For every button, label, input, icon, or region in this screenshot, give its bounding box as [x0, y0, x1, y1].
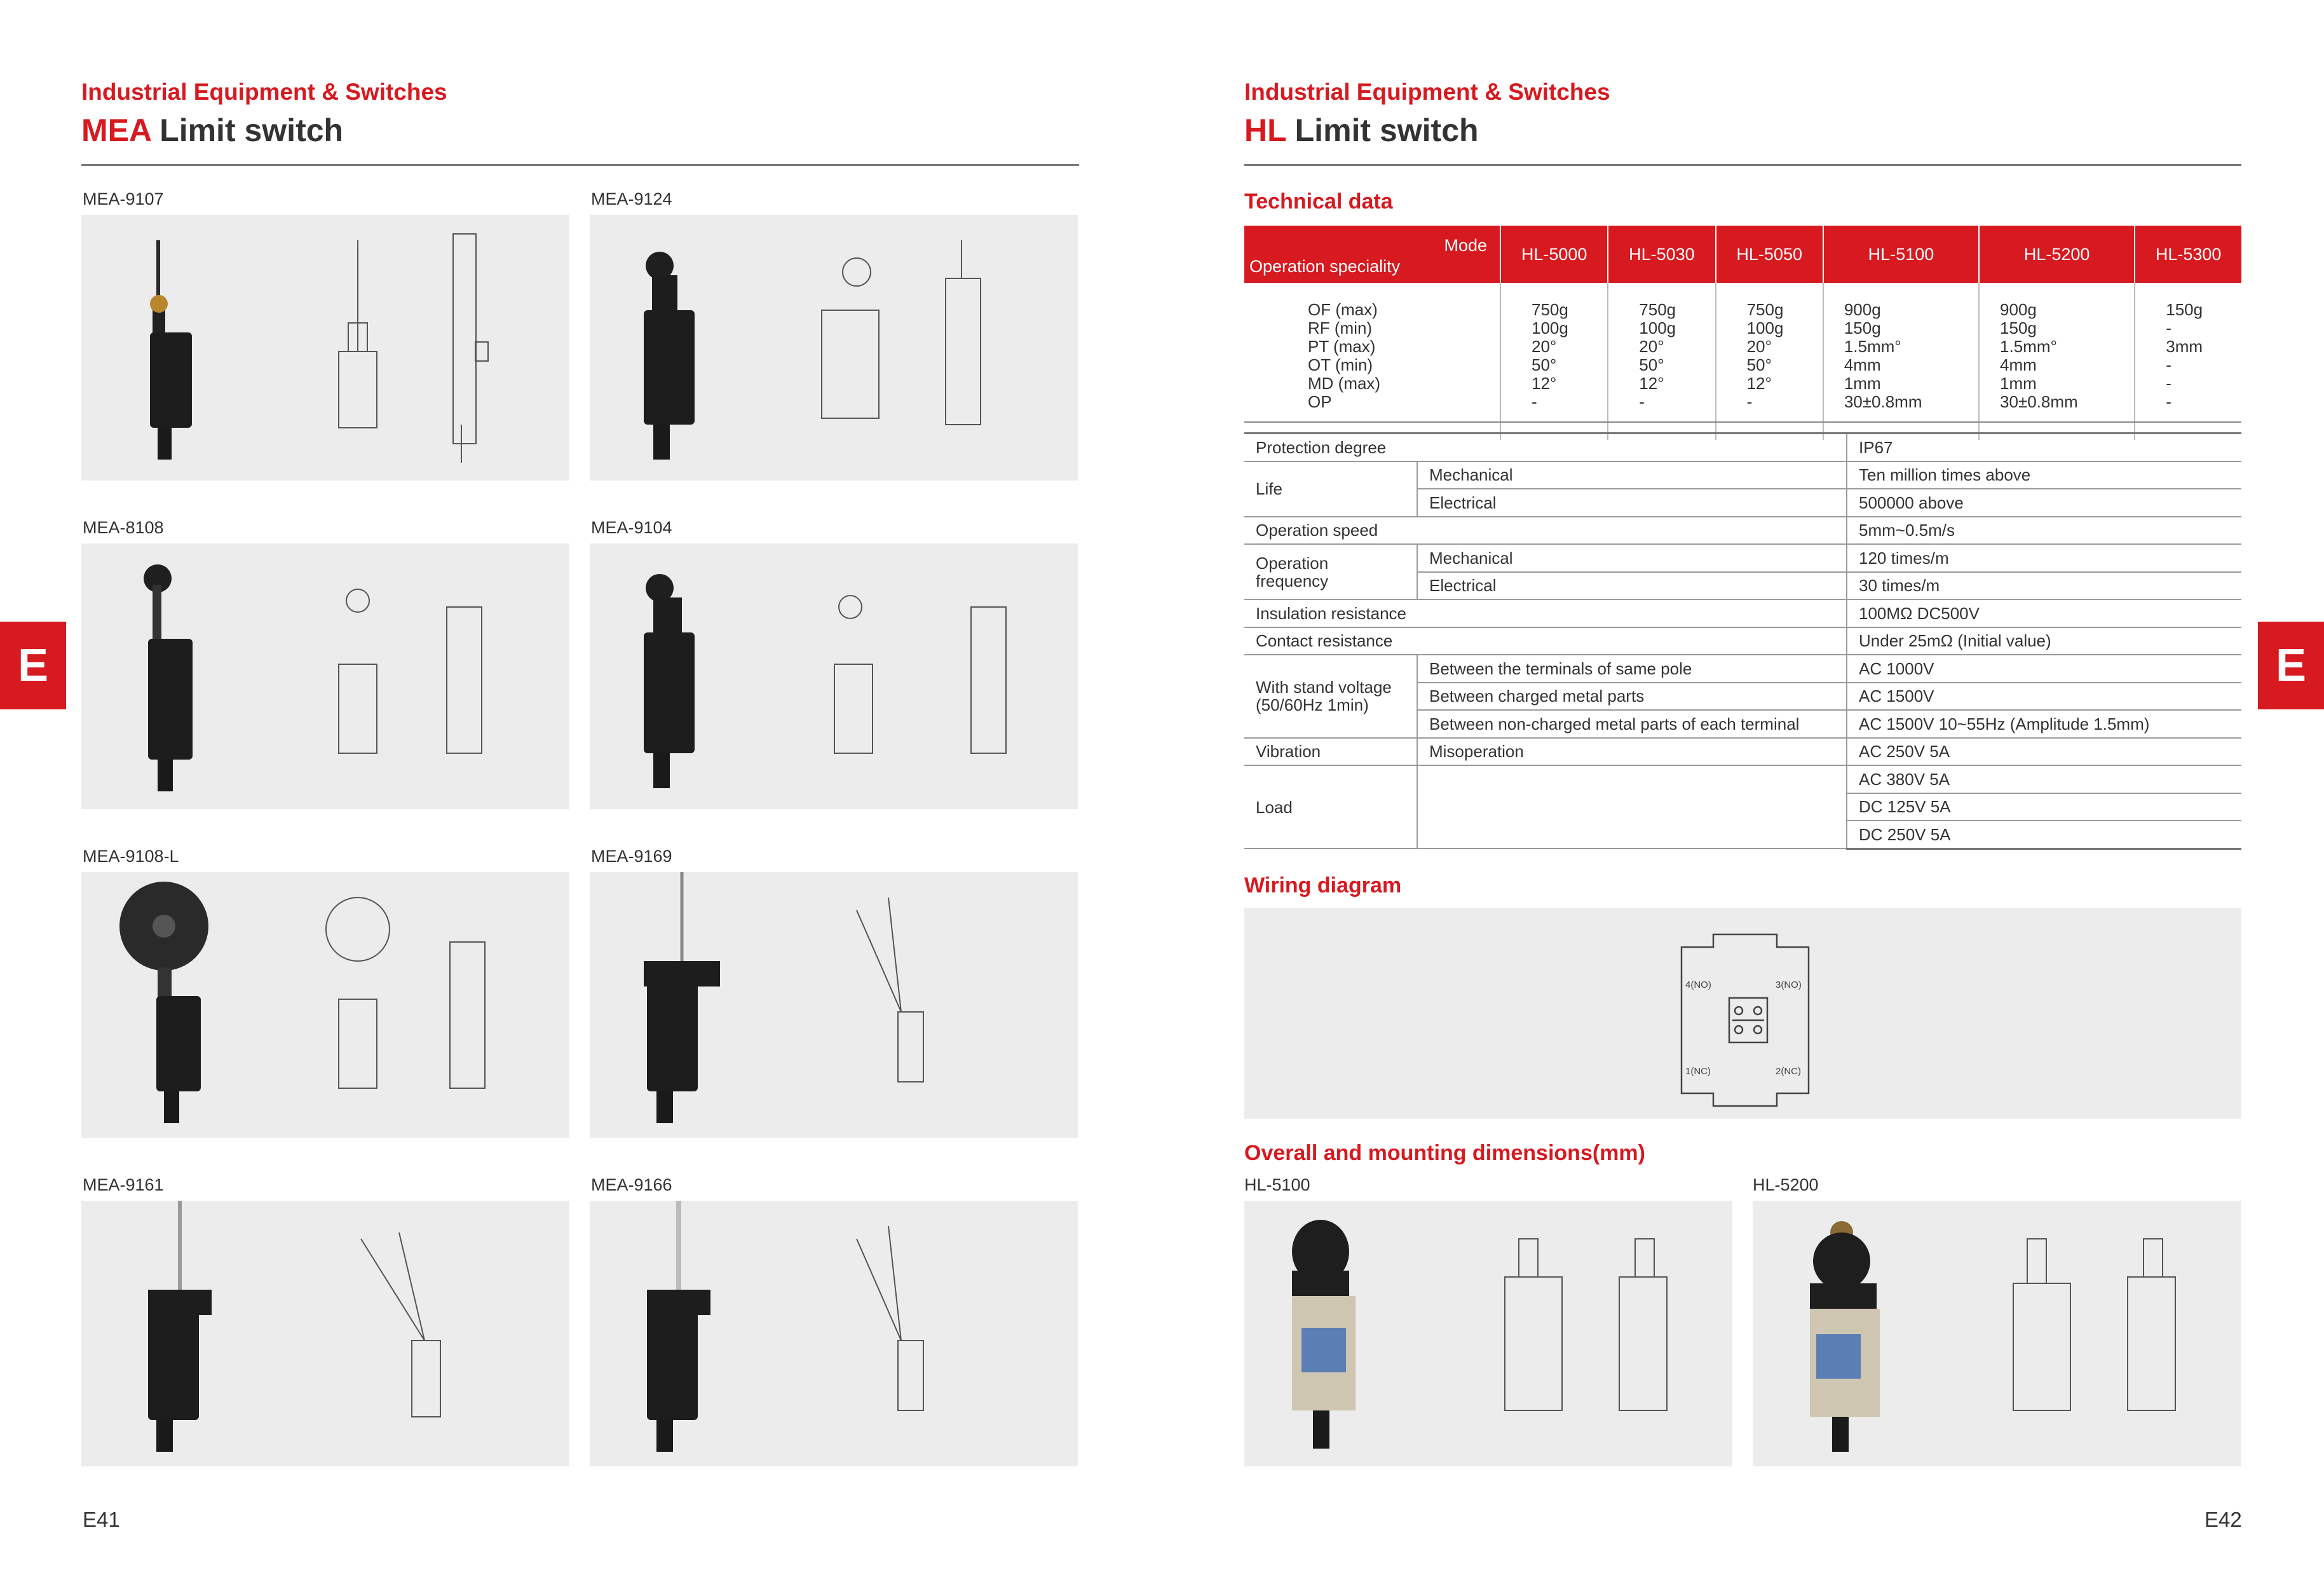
spec-label	[1244, 544, 1417, 599]
spec-sublabel: Mechanical	[1417, 461, 1847, 489]
value: 12°	[1532, 374, 1557, 393]
product-label-mea-9169: MEA-9169	[591, 847, 672, 866]
value: 4mm	[2000, 355, 2037, 374]
spec-sublabel: Between the terminals of same pole	[1417, 655, 1847, 683]
mode-speciality-header	[1244, 226, 1500, 283]
value: 50°	[1639, 355, 1664, 374]
dimension-panel-hl-5100	[1244, 1201, 1732, 1466]
right-page-number: E42	[2205, 1508, 2242, 1531]
value: -	[1532, 392, 1537, 411]
values-hl-5030	[1608, 283, 1715, 440]
value: 1mm	[2000, 374, 2037, 393]
product-label-mea-9124: MEA-9124	[591, 189, 672, 208]
value: 3mm	[2166, 337, 2203, 356]
value: 12°	[1639, 374, 1664, 393]
value: 750g	[1639, 300, 1676, 319]
spec-sublabel: Between non-charged metal parts of each terminal	[1417, 710, 1847, 738]
wiring-diagram-panel	[1244, 908, 2241, 1119]
spec-label: Protection degree	[1244, 434, 1847, 461]
left-title-rest: Limit switch	[151, 113, 344, 148]
param-name: OF (max)	[1308, 300, 1378, 319]
spec-label-line: (50/60Hz 1min)	[1256, 695, 1369, 715]
wiring-label-3-no: 3(NO)	[1776, 980, 1802, 990]
spec-sublabel: Mechanical	[1417, 544, 1847, 572]
spec-value: 30 times/m	[1847, 572, 2241, 600]
product-label-mea-9108-l: MEA-9108-L	[83, 847, 179, 866]
spec-label-line: Operation	[1256, 553, 1329, 573]
wiring-diagram-heading: Wiring diagram	[1244, 873, 1402, 898]
value: 20°	[1746, 337, 1772, 356]
hl-5100-illustration	[1244, 1201, 1732, 1466]
value: -	[2166, 392, 2171, 411]
param-name: MD (max)	[1308, 374, 1381, 393]
param-names-cell	[1244, 283, 1500, 440]
value: 1.5mm°	[2000, 337, 2057, 356]
dimension-model-hl-5200: HL-5200	[1753, 1175, 1819, 1194]
model-header: HL-5100	[1823, 226, 1979, 283]
right-category: Industrial Equipment & Switches	[1244, 79, 1610, 105]
values-hl-5100	[1823, 283, 1979, 440]
value: 150g	[1844, 318, 1881, 338]
left-title-accent: MEA	[81, 113, 151, 148]
model-header: HL-5300	[2135, 226, 2241, 283]
technical-data-body-row	[1244, 283, 2241, 440]
spec-value: Under 25mΩ (Initial value)	[1847, 627, 2241, 655]
value: 750g	[1746, 300, 1784, 319]
technical-data-table	[1244, 226, 2241, 440]
spec-label: Life	[1244, 461, 1417, 517]
spec-value: AC 250V 5A	[1847, 738, 2241, 766]
right-title-rest: Limit switch	[1286, 113, 1479, 148]
spec-label	[1244, 655, 1417, 738]
spec-row	[1244, 599, 2241, 627]
value: -	[2166, 318, 2171, 338]
spec-label: Vibration	[1244, 738, 1417, 766]
spec-value: AC 1500V 10~55Hz (Amplitude 1.5mm)	[1847, 710, 2241, 738]
value: -	[1639, 392, 1645, 411]
model-header: HL-5050	[1716, 226, 1823, 283]
product-label-mea-9161: MEA-9161	[83, 1175, 164, 1194]
right-header-rule	[1244, 164, 2241, 166]
spec-value: Ten million times above	[1847, 461, 2241, 489]
spec-value: AC 1500V	[1847, 683, 2241, 711]
spec-value: 100MΩ DC500V	[1847, 599, 2241, 627]
spec-row	[1244, 655, 2241, 683]
technical-data-header-row	[1244, 226, 2241, 283]
spec-sublabel-empty	[1417, 765, 1847, 849]
spec-row	[1244, 434, 2241, 461]
spec-row	[1244, 627, 2241, 655]
spec-sublabel: Misoperation	[1417, 738, 1847, 766]
technical-data-bottom-rule	[1244, 421, 2241, 423]
value: 4mm	[1844, 355, 1881, 374]
spec-label-line: With stand voltage	[1256, 678, 1392, 697]
value: -	[2166, 374, 2171, 393]
param-name: PT (max)	[1308, 337, 1376, 356]
model-header: HL-5000	[1500, 226, 1608, 283]
value: -	[1746, 392, 1753, 411]
spec-value: AC 1000V	[1847, 655, 2241, 683]
value: 900g	[1844, 300, 1881, 319]
value: 50°	[1746, 355, 1772, 374]
wiring-diagram-illustration	[1669, 922, 1821, 1112]
dimension-model-hl-5100: HL-5100	[1244, 1175, 1310, 1194]
value: -	[2166, 355, 2171, 374]
specification-table	[1244, 432, 2241, 850]
spec-label-line: frequency	[1256, 571, 1329, 591]
technical-data-heading: Technical data	[1244, 189, 1393, 214]
wiring-label-1-nc: 1(NC)	[1685, 1066, 1711, 1077]
value: 30±0.8mm	[1844, 392, 1922, 411]
wiring-label-4-no: 4(NO)	[1685, 980, 1711, 990]
product-label-mea-9107: MEA-9107	[83, 189, 164, 208]
spec-row	[1244, 461, 2241, 489]
value: 100g	[1532, 318, 1568, 338]
value: 100g	[1746, 318, 1784, 338]
product-label-mea-9104: MEA-9104	[591, 518, 672, 537]
dimension-panel-hl-5200	[1753, 1201, 2241, 1466]
values-hl-5000	[1500, 283, 1608, 440]
value: 1.5mm°	[1844, 337, 1901, 356]
spec-value: IP67	[1847, 434, 2241, 461]
values-hl-5050	[1716, 283, 1823, 440]
value: 150g	[2166, 300, 2203, 319]
values-hl-5200	[1979, 283, 2135, 440]
mode-label: Mode	[1444, 236, 1487, 255]
param-name: RF (min)	[1308, 318, 1373, 338]
value: 750g	[1532, 300, 1568, 319]
model-header: HL-5030	[1608, 226, 1715, 283]
product-label-mea-8108: MEA-8108	[83, 518, 164, 537]
right-side-tab: E	[2258, 622, 2324, 709]
spec-row	[1244, 517, 2241, 545]
wiring-label-2-nc: 2(NC)	[1776, 1066, 1801, 1077]
left-category: Industrial Equipment & Switches	[81, 79, 447, 105]
param-name: OP	[1308, 392, 1332, 411]
spec-label: Contact resistance	[1244, 627, 1847, 655]
value: 150g	[2000, 318, 2037, 338]
spec-label: Load	[1244, 765, 1417, 849]
spec-row	[1244, 765, 2241, 793]
value: 30±0.8mm	[2000, 392, 2078, 411]
spec-sublabel: Electrical	[1417, 572, 1847, 600]
param-name: OT (min)	[1308, 355, 1373, 374]
value: 1mm	[1844, 374, 1881, 393]
value: 100g	[1639, 318, 1676, 338]
value: 50°	[1532, 355, 1557, 374]
spec-value: DC 125V 5A	[1847, 793, 2241, 821]
spec-value: 5mm~0.5m/s	[1847, 517, 2241, 545]
right-title-accent: HL	[1244, 113, 1286, 148]
values-hl-5300	[2135, 283, 2241, 440]
right-page-title	[1244, 112, 1479, 149]
spec-label: Insulation resistance	[1244, 599, 1847, 627]
spec-value: DC 250V 5A	[1847, 821, 2241, 849]
hl-5200-illustration	[1753, 1201, 2241, 1466]
spec-sublabel: Between charged metal parts	[1417, 683, 1847, 711]
speciality-label: Operation speciality	[1249, 257, 1401, 276]
spec-value: 500000 above	[1847, 489, 2241, 517]
spec-value: AC 380V 5A	[1847, 765, 2241, 793]
spec-sublabel: Electrical	[1417, 489, 1847, 517]
spec-label: Operation speed	[1244, 517, 1847, 545]
left-side-tab: E	[0, 622, 66, 709]
spec-value: 120 times/m	[1847, 544, 2241, 572]
dimensions-heading: Overall and mounting dimensions(mm)	[1244, 1141, 1645, 1165]
value: 20°	[1532, 337, 1557, 356]
model-header: HL-5200	[1979, 226, 2135, 283]
value: 900g	[2000, 300, 2037, 319]
value: 20°	[1639, 337, 1664, 356]
spec-row	[1244, 544, 2241, 572]
left-page-number: E41	[83, 1508, 120, 1531]
product-label-mea-9166: MEA-9166	[591, 1175, 672, 1194]
spec-row	[1244, 738, 2241, 766]
value: 12°	[1746, 374, 1772, 393]
